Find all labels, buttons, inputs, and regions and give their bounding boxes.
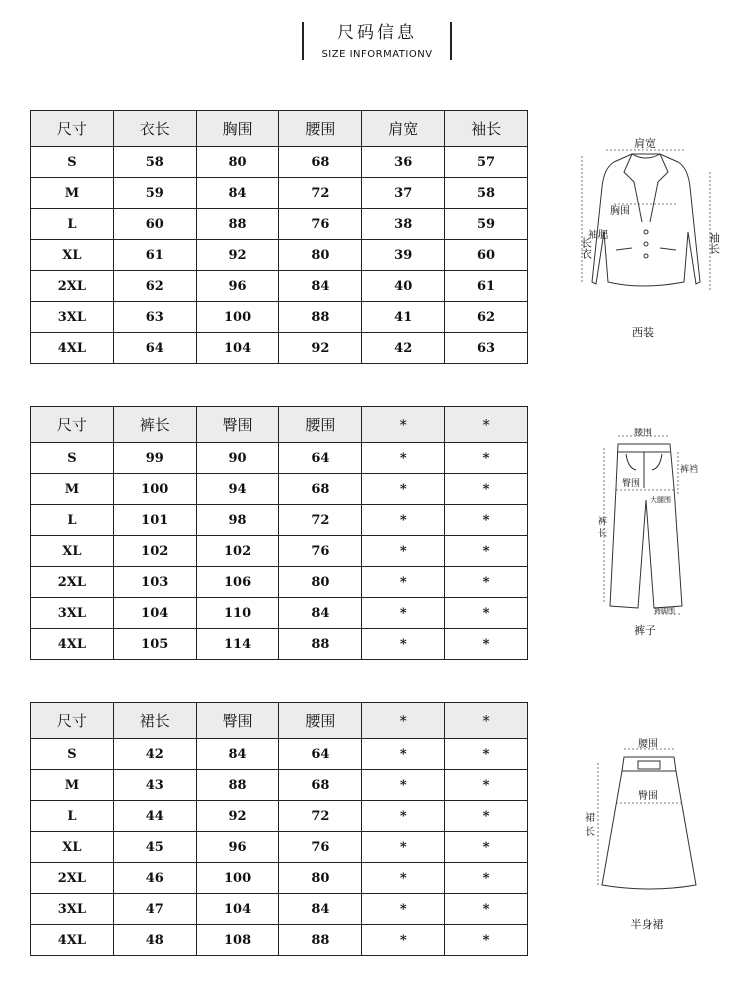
skirt-caption: 半身裙: [630, 918, 664, 931]
measurement-cell: 59: [113, 178, 196, 209]
measurement-cell: 104: [196, 333, 279, 364]
measurement-cell: 43: [113, 770, 196, 801]
size-cell: 4XL: [31, 925, 114, 956]
measurement-cell: 102: [113, 536, 196, 567]
pants-length-label-b: 长: [598, 529, 608, 539]
table-row: [31, 863, 528, 894]
jacket-size-table: [30, 110, 528, 364]
measurement-cell: 61: [113, 240, 196, 271]
size-cell: XL: [31, 832, 114, 863]
table-row: [31, 567, 528, 598]
measurement-cell: 102: [196, 536, 279, 567]
measurement-cell: 76: [279, 536, 362, 567]
measurement-cell: 48: [113, 925, 196, 956]
measurement-cell: 72: [279, 505, 362, 536]
table-row: [31, 629, 528, 660]
measurement-cell: 76: [279, 209, 362, 240]
skirt-hip-label: 臀围: [638, 791, 658, 802]
measurement-cell: 44: [113, 801, 196, 832]
measurement-cell: *: [445, 443, 528, 474]
table-row: [31, 147, 528, 178]
table-row: [31, 240, 528, 271]
measurement-cell: 60: [445, 240, 528, 271]
measurement-cell: 80: [279, 863, 362, 894]
table-row: [31, 443, 528, 474]
column-header: *: [362, 703, 445, 739]
table-row: [31, 209, 528, 240]
table-row: [31, 801, 528, 832]
measurement-cell: *: [362, 567, 445, 598]
measurement-cell: *: [362, 598, 445, 629]
measurement-cell: 99: [113, 443, 196, 474]
pants-caption: 裤子: [634, 624, 656, 637]
pants-waist-label: 腰围: [634, 428, 653, 438]
measurement-cell: 88: [279, 925, 362, 956]
measurement-cell: *: [445, 770, 528, 801]
measurement-cell: 84: [196, 739, 279, 770]
pants-hip-label: 臀围: [622, 479, 641, 489]
size-cell: 3XL: [31, 302, 114, 333]
table-row: [31, 770, 528, 801]
size-cell: S: [31, 739, 114, 770]
measurement-cell: *: [362, 474, 445, 505]
measurement-cell: 68: [279, 770, 362, 801]
column-header: 臀围: [196, 407, 279, 443]
table-header-row: [31, 111, 528, 147]
table-row: [31, 505, 528, 536]
skirt-size-table: [30, 702, 528, 956]
measurement-cell: 40: [362, 271, 445, 302]
measurement-cell: 36: [362, 147, 445, 178]
measurement-cell: *: [362, 443, 445, 474]
table-row: [31, 598, 528, 629]
table-row: [31, 333, 528, 364]
measurement-cell: 103: [113, 567, 196, 598]
measurement-cell: 80: [279, 240, 362, 271]
size-cell: M: [31, 770, 114, 801]
measurement-cell: 63: [445, 333, 528, 364]
measurement-cell: 92: [196, 801, 279, 832]
column-header: 肩宽: [362, 111, 445, 147]
measurement-cell: *: [445, 894, 528, 925]
measurement-cell: 106: [196, 567, 279, 598]
size-info-header: [302, 22, 452, 60]
page-subtitle: SIZE INFORMATIONV: [321, 49, 433, 60]
column-header: 腰围: [279, 703, 362, 739]
size-cell: 2XL: [31, 863, 114, 894]
size-cell: 4XL: [31, 333, 114, 364]
measurement-cell: 61: [445, 271, 528, 302]
measurement-cell: *: [445, 505, 528, 536]
measurement-cell: *: [445, 629, 528, 660]
size-cell: M: [31, 474, 114, 505]
measurement-cell: 58: [113, 147, 196, 178]
measurement-cell: *: [362, 832, 445, 863]
jacket-sleeve-label: 袖长: [707, 232, 721, 254]
measurement-cell: 90: [196, 443, 279, 474]
measurement-cell: 88: [196, 209, 279, 240]
measurement-cell: 63: [113, 302, 196, 333]
measurement-cell: 84: [196, 178, 279, 209]
column-header: *: [445, 407, 528, 443]
column-header: 尺寸: [31, 407, 114, 443]
measurement-cell: 72: [279, 801, 362, 832]
column-header: *: [362, 407, 445, 443]
measurement-cell: *: [362, 863, 445, 894]
measurement-cell: 64: [279, 443, 362, 474]
size-cell: S: [31, 443, 114, 474]
measurement-cell: 68: [279, 474, 362, 505]
size-cell: 3XL: [31, 598, 114, 629]
measurement-cell: 72: [279, 178, 362, 209]
measurement-cell: *: [362, 505, 445, 536]
measurement-cell: *: [445, 925, 528, 956]
measurement-cell: 80: [279, 567, 362, 598]
column-header: 裙长: [113, 703, 196, 739]
measurement-cell: 64: [113, 333, 196, 364]
measurement-cell: *: [445, 801, 528, 832]
table-row: [31, 302, 528, 333]
measurement-cell: *: [362, 925, 445, 956]
size-cell: XL: [31, 536, 114, 567]
pants-rise-label: 裤裆: [680, 465, 699, 475]
measurement-cell: 76: [279, 832, 362, 863]
measurement-cell: 38: [362, 209, 445, 240]
table-row: [31, 474, 528, 505]
measurement-cell: 88: [279, 302, 362, 333]
measurement-cell: 110: [196, 598, 279, 629]
measurement-cell: 47: [113, 894, 196, 925]
measurement-cell: 58: [445, 178, 528, 209]
measurement-cell: *: [445, 567, 528, 598]
pants-length-label-a: 裤: [598, 517, 608, 527]
measurement-cell: 64: [279, 739, 362, 770]
measurement-cell: 108: [196, 925, 279, 956]
page-title: 尺码信息: [337, 23, 417, 43]
column-header: 腰围: [279, 407, 362, 443]
measurement-cell: 101: [113, 505, 196, 536]
table-row: [31, 739, 528, 770]
size-cell: 2XL: [31, 567, 114, 598]
column-header: 胸围: [196, 111, 279, 147]
pants-hem-label: 裤脚围: [654, 607, 675, 615]
measurement-cell: *: [362, 536, 445, 567]
measurement-cell: 104: [196, 894, 279, 925]
measurement-cell: 92: [279, 333, 362, 364]
measurement-cell: *: [362, 770, 445, 801]
measurement-cell: 105: [113, 629, 196, 660]
measurement-cell: 41: [362, 302, 445, 333]
measurement-cell: *: [362, 629, 445, 660]
column-header: 腰围: [279, 111, 362, 147]
measurement-cell: *: [445, 474, 528, 505]
measurement-cell: 84: [279, 894, 362, 925]
table-header-row: [31, 703, 528, 739]
measurement-cell: 96: [196, 832, 279, 863]
size-cell: S: [31, 147, 114, 178]
size-cell: XL: [31, 240, 114, 271]
measurement-cell: *: [362, 739, 445, 770]
table-row: [31, 271, 528, 302]
measurement-cell: 98: [196, 505, 279, 536]
column-header: 裤长: [113, 407, 196, 443]
measurement-cell: 100: [196, 302, 279, 333]
measurement-cell: *: [362, 801, 445, 832]
table-row: [31, 536, 528, 567]
jacket-chest-label: 胸围: [610, 206, 630, 217]
measurement-cell: 88: [279, 629, 362, 660]
measurement-cell: 96: [196, 271, 279, 302]
measurement-cell: 62: [113, 271, 196, 302]
measurement-cell: *: [445, 598, 528, 629]
table-row: [31, 832, 528, 863]
table-row: [31, 178, 528, 209]
jacket-caption: 西装: [632, 326, 654, 339]
pants-thigh-label: 大腿围: [650, 496, 671, 504]
measurement-cell: 46: [113, 863, 196, 894]
measurement-cell: 80: [196, 147, 279, 178]
measurement-cell: 94: [196, 474, 279, 505]
measurement-cell: *: [445, 832, 528, 863]
skirt-waist-label: 腰围: [638, 739, 658, 750]
measurement-cell: 84: [279, 271, 362, 302]
size-cell: M: [31, 178, 114, 209]
measurement-cell: 59: [445, 209, 528, 240]
column-header: 尺寸: [31, 111, 114, 147]
size-cell: 2XL: [31, 271, 114, 302]
column-header: *: [445, 703, 528, 739]
measurement-cell: 68: [279, 147, 362, 178]
measurement-cell: *: [445, 739, 528, 770]
pants-size-table: [30, 406, 528, 660]
measurement-cell: 45: [113, 832, 196, 863]
table-row: [31, 925, 528, 956]
measurement-cell: 42: [362, 333, 445, 364]
pants-diagram: [592, 428, 702, 618]
measurement-cell: 60: [113, 209, 196, 240]
measurement-cell: 100: [196, 863, 279, 894]
jacket-sleeve-width-label: 袖肥: [588, 230, 608, 241]
table-row: [31, 894, 528, 925]
measurement-cell: 42: [113, 739, 196, 770]
table-header-row: [31, 407, 528, 443]
skirt-length-label-a: 裙: [585, 813, 595, 824]
measurement-cell: 100: [113, 474, 196, 505]
size-cell: 3XL: [31, 894, 114, 925]
column-header: 臀围: [196, 703, 279, 739]
measurement-cell: 104: [113, 598, 196, 629]
measurement-cell: *: [362, 894, 445, 925]
skirt-diagram: [578, 733, 708, 903]
size-cell: 4XL: [31, 629, 114, 660]
column-header: 衣长: [113, 111, 196, 147]
jacket-diagram: [562, 132, 732, 302]
column-header: 尺寸: [31, 703, 114, 739]
skirt-length-label-b: 长: [585, 827, 595, 838]
size-cell: L: [31, 801, 114, 832]
measurement-cell: 39: [362, 240, 445, 271]
measurement-cell: *: [445, 863, 528, 894]
measurement-cell: 62: [445, 302, 528, 333]
measurement-cell: 88: [196, 770, 279, 801]
measurement-cell: *: [445, 536, 528, 567]
measurement-cell: 37: [362, 178, 445, 209]
jacket-shoulder-label: 肩宽: [634, 137, 656, 150]
measurement-cell: 92: [196, 240, 279, 271]
measurement-cell: 57: [445, 147, 528, 178]
size-cell: L: [31, 209, 114, 240]
measurement-cell: 84: [279, 598, 362, 629]
measurement-cell: 114: [196, 629, 279, 660]
jacket-length-label: 长衣: [579, 237, 593, 259]
column-header: 袖长: [445, 111, 528, 147]
size-cell: L: [31, 505, 114, 536]
